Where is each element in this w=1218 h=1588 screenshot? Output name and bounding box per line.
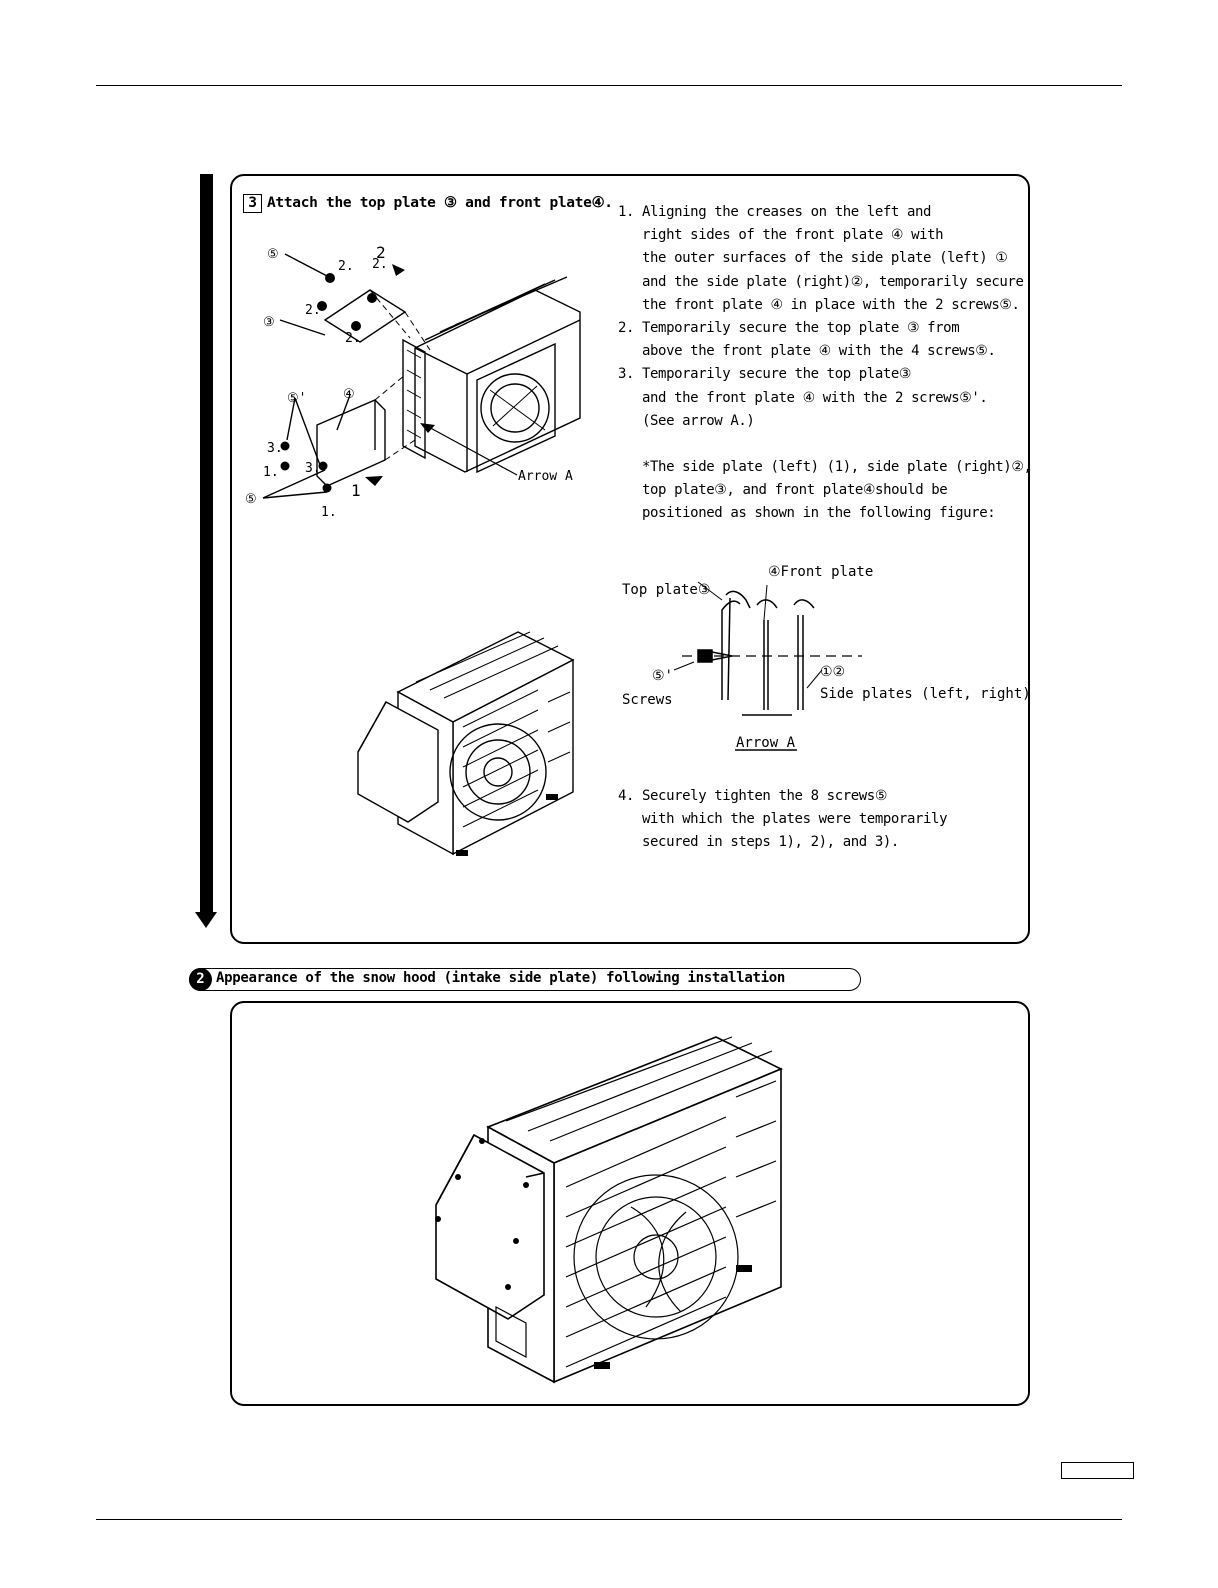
footer-rule: [96, 1519, 1122, 1520]
page-number-box: [1061, 1462, 1134, 1479]
assembled-unit-figure: [358, 632, 588, 872]
instr-line: the front plate ④ in place with the 2 screws⑤.: [642, 296, 1020, 313]
step-label: 2.: [305, 303, 321, 318]
instr-line: and the side plate (right)②, temporarily secure: [642, 273, 1024, 290]
section2-badge: 2: [189, 968, 212, 991]
callout-5-bottom: ⑤: [245, 492, 257, 507]
step3-title-text: Attach the top plate ③ and front plate④.: [267, 195, 613, 211]
screw-number-label: ⑤': [652, 668, 673, 684]
callout-3: ③: [263, 315, 275, 330]
side-plate-numbers: ①②: [820, 664, 846, 680]
note-line: top plate③, and front plate④should be: [642, 482, 948, 499]
instr-line: 1. Aligning the creases on the left and: [618, 204, 932, 220]
instr-line: 3. Temporarily secure the top plate③: [618, 366, 912, 383]
callout-4: ④: [343, 387, 355, 402]
step-label: 3.: [267, 441, 283, 456]
callout-5-top: ⑤: [267, 247, 279, 262]
step-label: 1.: [263, 465, 279, 480]
progress-arrow-bar: [200, 174, 213, 914]
section2-title: Appearance of the snow hood (intake side plate) following installation: [216, 970, 786, 986]
instr-line: the outer surfaces of the side plate (left) ①: [642, 250, 1008, 267]
arrow-1-label: 1: [351, 481, 361, 500]
instr-line: and the front plate ④ with the 2 screws⑤'.: [642, 389, 988, 406]
side-plates-label: Side plates (left, right): [820, 686, 1031, 702]
instr-line: (See arrow A.): [642, 412, 755, 429]
instr-line: secured in steps 1), 2), and 3).: [642, 834, 899, 851]
arrow-a-caption: Arrow A: [736, 735, 796, 751]
arrow-2-label: 2: [376, 243, 386, 262]
step3-number: 3: [243, 194, 262, 213]
arrow-a-label: Arrow A: [518, 469, 573, 484]
note-line: *The side plate (left) (1), side plate (right)②,: [642, 459, 1032, 475]
note-line: positioned as shown in the following figure:: [642, 505, 996, 522]
instruction-step-4: [618, 785, 1038, 855]
arrow-a-section-figure: [622, 560, 1031, 760]
step3-title: [243, 194, 613, 213]
top-plate-label: Top plate③: [622, 582, 711, 598]
screws-label: Screws: [622, 692, 673, 708]
progress-arrow-head: [195, 912, 217, 928]
instr-line: above the front plate ④ with the 4 screws⑤.: [642, 343, 996, 360]
step-label: 1.: [321, 505, 337, 520]
step-label: 2.: [345, 331, 361, 346]
step-label: 3.: [305, 461, 321, 476]
instruction-steps-1-3: [618, 201, 1038, 433]
instr-line: right sides of the front plate ④ with: [642, 227, 944, 244]
step-label: 2.: [338, 259, 354, 274]
header-rule: [96, 85, 1122, 86]
instr-line: with which the plates were temporarily: [642, 811, 948, 828]
instr-line: 2. Temporarily secure the top plate ③ from: [618, 320, 960, 337]
positioning-note: [618, 456, 1038, 526]
instr-line: 4. Securely tighten the 8 screws⑤: [618, 788, 887, 804]
snow-hood-appearance-figure: [436, 1037, 786, 1382]
callout-5-prime: ⑤': [287, 391, 307, 406]
front-plate-label: ④Front plate: [768, 564, 874, 580]
exploded-assembly-figure: [245, 240, 605, 530]
step-label: 2.: [372, 257, 388, 272]
